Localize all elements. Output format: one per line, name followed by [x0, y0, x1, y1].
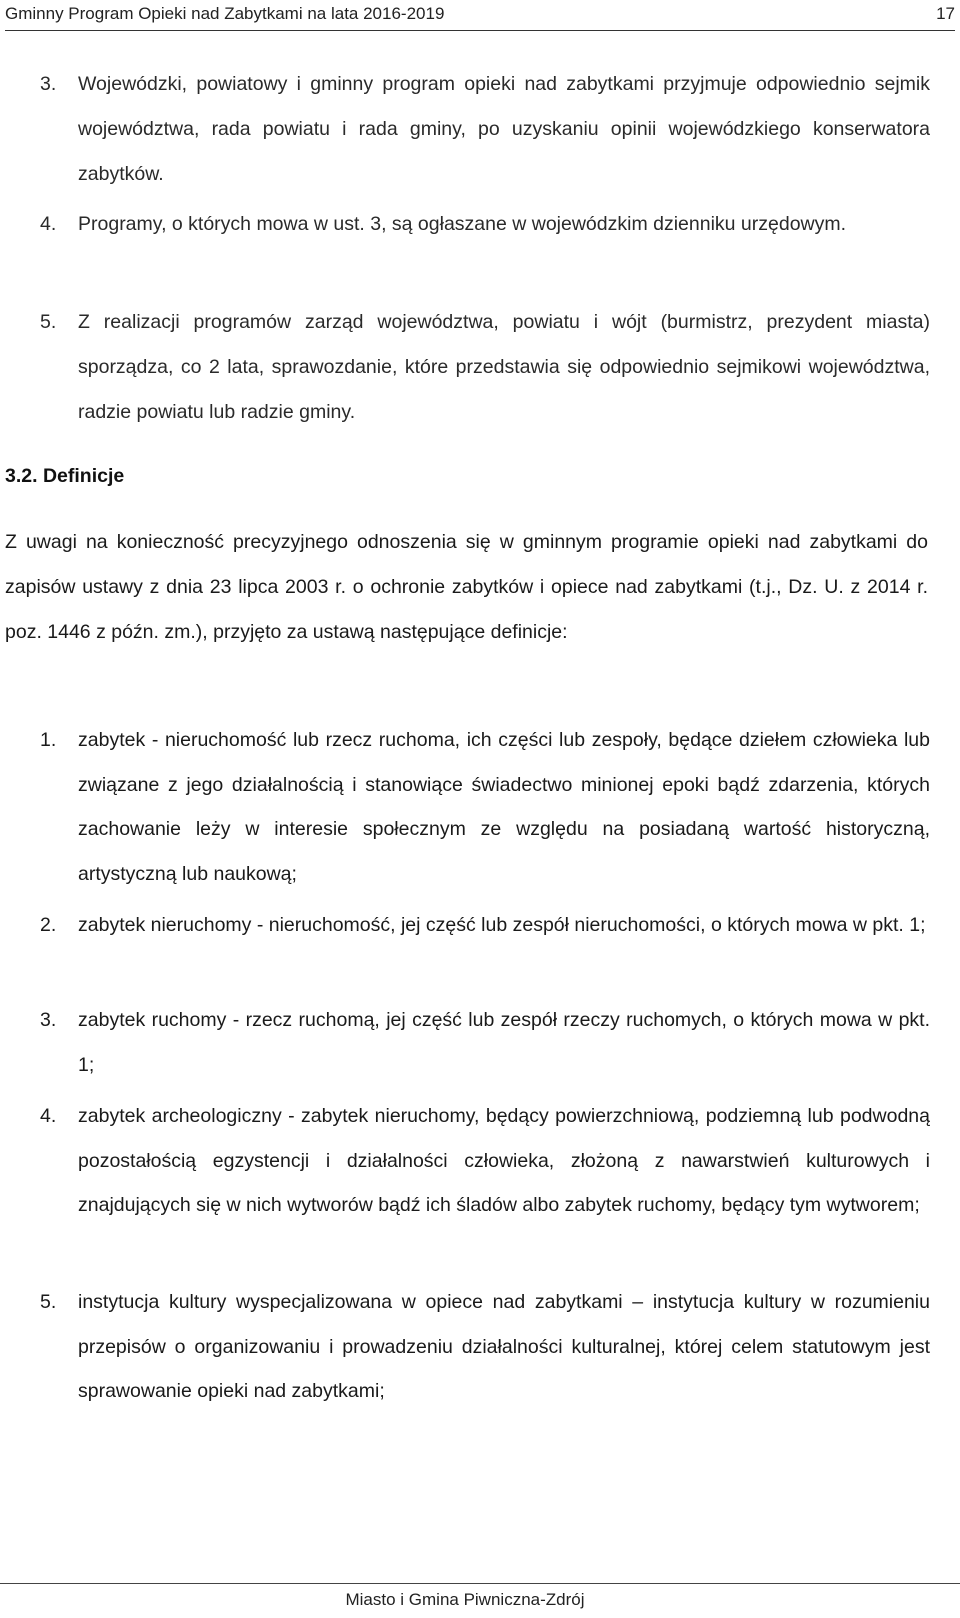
list-item [40, 202, 930, 247]
list-item [40, 903, 930, 948]
list-item-number: 5. [40, 311, 57, 333]
list-item-number: 4. [40, 1105, 57, 1127]
list-item [40, 300, 930, 435]
header-page-number: 17 [936, 4, 955, 23]
list-item [40, 62, 930, 197]
list-item-number: 4. [40, 213, 57, 235]
list-item-number: 1. [40, 729, 57, 751]
list-item-text: zabytek ruchomy - rzecz ruchomą, jej część lub zespół rzeczy ruchomych, o których mowa w pkt. 1; [78, 1009, 930, 1076]
list-item-number: 3. [40, 1009, 57, 1031]
list-item-text: zabytek archeologiczny - zabytek nieruchomy, będący powierzchniową, podziemną lub podwodną pozostałością egzystencji i działalności człowieka, złożoną z nawarstwień kulturowych i znajdujących się w nich wytworów bądź ich śladów albo zabytek ruchomy, będący tym wytworem; [78, 1105, 930, 1216]
section-heading: 3.2. Definicje [5, 465, 125, 487]
list-item-number: 2. [40, 914, 57, 936]
list-item-text: Wojewódzki, powiatowy i gminny program opieki nad zabytkami przyjmuje odpowiednio sejmik województwa, rada powiatu i rada gminy, po uzyskaniu opinii wojewódzkiego konserwatora zabytków. [78, 73, 930, 185]
page-header [5, 0, 955, 31]
list-item-text: instytucja kultury wyspecjalizowana w opiece nad zabytkami – instytucja kultury w rozumieniu przepisów o organizowaniu i prowadzeniu działalności kulturalnej, której celem statutowym jest sprawowanie opieki nad zabytkami; [78, 1291, 930, 1402]
header-title: Gminny Program Opieki nad Zabytkami na lata 2016-2019 [5, 4, 445, 23]
list-item-number: 3. [40, 73, 57, 95]
section-intro-paragraph: Z uwagi na konieczność precyzyjnego odnoszenia się w gminnym programie opieki nad zabytkami do zapisów ustawy z dnia 23 lipca 2003 r. o ochronie zabytków i opiece nad zabytkami (t.j., Dz. U. z 2014 r. poz. 1446 z późn. zm.), przyjęto za ustawą następujące definicje: [5, 531, 928, 643]
list-item [40, 998, 930, 1087]
list-item-number: 5. [40, 1291, 57, 1313]
list-item [40, 1280, 930, 1414]
list-item-text: Z realizacji programów zarząd województwa, powiatu i wójt (burmistrz, prezydent miasta) sporządza, co 2 lata, sprawozdanie, które przedstawia się odpowiednio sejmikowi województwa, radzie powiatu lub radzie gminy. [78, 311, 930, 423]
footer-text: Miasto i Gmina Piwniczna-Zdrój [345, 1590, 585, 1609]
list-item [40, 1094, 930, 1228]
page-footer [0, 1583, 960, 1618]
list-item-text: zabytek - nieruchomość lub rzecz ruchoma, ich części lub zespoły, będące dziełem człowieka lub związane z jego działalnością i stanowiące świadectwo minionej epoki bądź zdarzenia, których zachowanie leży w interesie społecznym ze względu na posiadaną wartość historyczną, artystyczną lub naukową; [78, 729, 930, 885]
list-item [40, 718, 930, 896]
list-item-text: Programy, o których mowa w ust. 3, są ogłaszane w wojewódzkim dzienniku urzędowym. [78, 213, 847, 235]
list-item-text: zabytek nieruchomy - nieruchomość, jej część lub zespół nieruchomości, o których mowa w pkt. 1; [78, 914, 926, 936]
